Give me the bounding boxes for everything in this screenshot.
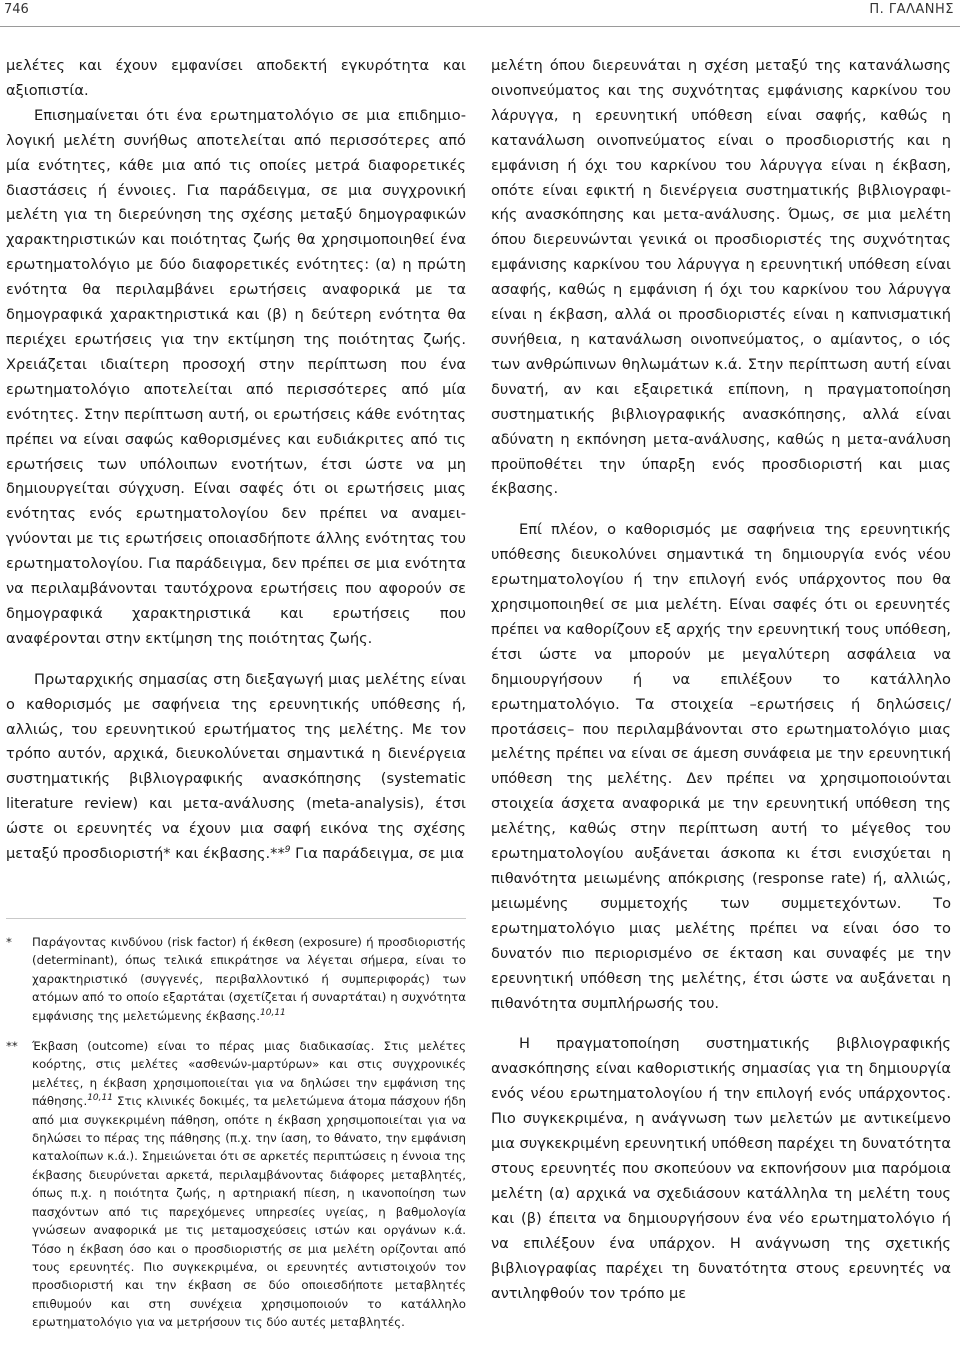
footnote-determinant	[6, 933, 466, 1025]
footnote-outcome	[6, 1037, 466, 1332]
right-paragraph-3: Η πραγματοποίηση συστηματικής βιβλιογραφικής ανασκόπησης είναι καθοριστικής σημασίας για τη δημιουργία ενός νέου ερωτηματολογίου ή την επιλογή ενός υπάρχοντος. Πιο συγκεκριμένα, η ανάγνωση των μελετών με αντικείμενο μια συγκεκριμένη ερευνητική υπόθεση παρέχει τη δυνατότητα στους ερευνητές που σκοπεύουν να εκπονήσουν μια παρόμοια μελέτη (α) αρχικά να σχεδιάσουν κατάλληλα τη μελέτη τους και (β) έπειτα να δημιουργήσουν ένα νέο ερωτηματολόγιο ή να επιλέξουν ένα υπάρχον. Η ανάγνωση της σχετικής βιβλιογραφίας παρέχει τη δυνατότητα στους ερευνητές να αντιληφθούν τον τρόπο με	[491, 1035, 951, 1302]
footnote-citation-ref: 10,11	[260, 1007, 286, 1018]
right-paragraph-1: μελέτη όπου διερευνάται η σχέση μεταξύ της κατανάλωσης οινοπνεύματος και της συχνότητας εμφάνισης καρκίνου του λάρυγγα, η ερευνητική υπόθεση είναι σαφής, καθώς η κατανάλωση οινοπνεύματος είναι ο προσδιοριστής και η εμφάνιση ή όχι του καρκίνου του λάρυγγα είναι η έκβαση, οπότε είναι εφικτή η διενέργεια συστηματικής βιβλιογραφικής ανασκόπησης και μετα-ανάλυσης. Όμως, σε μια μελέτη όπου διερευνώνται γενικά οι προσδιοριστές της συχνότητας εμφάνισης καρκίνου του λάρυγγα η ερευνητική υπόθεση είναι ασαφής, καθώς η εμφάνιση ή όχι του καρκίνου του λάρυγγα είναι η έκβαση, αλλά οι προσδιοριστές είναι η καπνισματική συνήθεια, η κατανάλωση οινοπνεύματος, ο αμίαντος, ο ιός των ανθρώπινων θηλωμάτων κ.ά. Στην περίπτωση αυτή είναι δυνατή, αν και εξαιρετικά επίπονη, η πραγματοποίηση συστηματικής βιβλιογραφικής ανασκόπησης, αλλά είναι αδύνατη η εκπόνηση μετα-ανάλυσης, καθώς η μετα-ανάλυση προϋποθέτει την ύπαρξη ενός προσδιοριστή και μιας έκβασης.	[491, 57, 951, 498]
footnote-rule	[6, 918, 466, 919]
footnote-text: Παράγοντας κινδύνου (risk factor) ή έκθεση (exposure) ή προσδιοριστής (determinant), όπως τελικά επικράτησε να λέγεται σήμερα, είναι το χαρακτηριστικό (συγγενές, περιβαλλοντικό ή συμπεριφοράς) των ατόμων από το οποίο εξαρτάται (σχετίζεται ή συναρτάται) η συχνότητα εμφάνισης της μελετώμενης έκβασης.	[32, 935, 466, 1023]
left-paragraph-1: μελέτες και έχουν εμφανίσει αποδεκτή εγκυρότητα και αξιοπιστία.	[6, 57, 466, 99]
right-column	[491, 54, 951, 1306]
header-rule	[0, 26, 960, 27]
running-head-author: Π. ΓΑΛΑΝΗΣ	[869, 2, 954, 17]
footnote-text: Έκβαση (outcome) είναι το πέρας μιας διαδικασίας. Στις μελέτες κοόρτης, στις μελέτες «ασθενών-μαρτύρων» και στις συγχρονικές μελέτες, η έκβαση χρησιμοποιείται για να δηλώσει την εμφάνιση της πάθησης.	[32, 1039, 466, 1109]
citation-ref: 9	[284, 845, 291, 856]
left-paragraph-3-tail: Για παράδειγμα, σε μια	[290, 845, 464, 863]
left-paragraph-3	[6, 668, 466, 867]
page-header	[0, 0, 960, 22]
footnote-marker: *	[6, 935, 12, 949]
page-number: 746	[4, 2, 29, 17]
left-paragraph-2: Επισημαίνεται ότι ένα ερωτηματολόγιο σε μια επιδημιολογική μελέτη συνήθως αποτελείται από περισσότερες από μία ενότητες, κάθε μια από τις οποίες μετρά διαφορετικές διαστάσεις ή έννοιες. Για παράδειγμα, σε μια συγχρονική μελέτη για τη διερεύνηση της σχέσης μεταξύ δημογραφικών χαρακτηριστικών και ποιότητας ζωής θα χρησιμοποιηθεί ένα ερωτηματολόγιο με δύο διαφορετικές ενότητες: (α) η πρώτη ενότητα θα περιλαμβάνει ερωτήσεις αναφορικά με τα δημογραφικά χαρακτηριστικά και (β) η δεύτερη ενότητα θα περιέχει ερωτήσεις για την εκτίμηση της ποιότητας ζωής. Χρειάζεται ιδιαίτερη προσοχή στην περίπτωση που ένα ερωτηματολόγιο αποτελείται από περισσότερες από μία ενότητες. Στην περίπτωση αυτή, οι ερωτήσεις κάθε ενότητας πρέπει να είναι σαφώς καθορισμένες και ευδιάκριτες από τις ερωτήσεις των υπόλοιπων ενοτήτων, έτσι ώστε να μη δημιουργείται σύγχυση. Είναι σαφές ότι οι ερωτήσεις μιας ενότητας ενός ερωτηματολογίου δεν πρέπει να αναμειγνύονται με τις ερωτήσεις οποιασδήποτε άλλης ενότητας του ερωτηματολογίου. Για παράδειγμα, δεν πρέπει σε μια ενότητα να περιλαμβάνονται ταυτόχρονα ερωτήσεις που αφορούν σε δημογραφικά χαρακτηριστικά και ερωτήσεις που αναφέρονται στην εκτίμηση της ποιότητας ζωής.	[6, 106, 466, 647]
footnote-citation-ref: 10,11	[87, 1093, 113, 1104]
footnote-marker: **	[6, 1039, 18, 1054]
footnotes	[6, 933, 466, 1332]
footnote-text-after-ref: Στις κλινικές δοκιμές, τα μελετώμενα άτομα πάσχουν ήδη από μια συγκεκριμένη πάθηση, οπότε η έκβαση χρησιμοποιείται για να δηλώσει το πέρας της πάθησης (π.χ. την ίαση, το θάνατο, την εμφάνιση καταλοίπων κ.ά.). Σημειώνεται ότι σε αρκετές περιπτώσεις η έννοια της έκβασης διευρύνεται αρκετά, περιλαμβάνοντας διάφορες μεταβλητές, όπως π.χ. η ποιότητα ζωής, η αρτηριακή πίεση, η ικανοποίηση των πασχόντων από τις παρεχόμενες υπηρεσίες υγείας, η βαθμολογία γνώσεων αναφορικά με τις μεταμοσχεύσεις ιστών και οργάνων κ.ά. Τόσο η έκβαση όσο και ο προσδιοριστής σε μια μελέτη ορίζονται από τους ερευνητές. Πιο συγκεκριμένα, οι ερευνητές αντιστοιχούν τον προσδιοριστή και την έκβαση σε δύο οποιεσδήποτε μεταβλητές επιθυμούν και στη συνέχεια χρησιμοποιούν το κατάλληλο ερωτηματολόγιο για να μετρήσουν τις δύο αυτές μεταβλητές.	[32, 1094, 466, 1330]
right-paragraph-2: Επί πλέον, ο καθορισμός με σαφήνεια της ερευνητικής υπόθεσης διευκολύνει σημαντικά τη δημιουργία ενός νέου ερωτηματολογίου ή την επιλογή ενός υπάρχοντος που θα χρησιμοποιηθεί σε μια μελέτη. Είναι σαφές ότι οι ερευνητές πρέπει να καθορίζουν εξ αρχής την ερευνητική τους υπόθεση, έτσι ώστε να μπορούν με μεγαλύτερη ασφάλεια να δημιουργήσουν ή να επιλέξουν το κατάλληλο ερωτηματολόγιο. Τα στοιχεία –ερωτήσεις ή δηλώσεις/ προτάσεις– που περιλαμβάνονται στο ερωτηματολόγιο μιας μελέτης πρέπει να είναι σε άμεση συνάφεια με την ερευνητική υπόθεση της μελέτης. Δεν πρέπει να χρησιμοποιούνται στοιχεία άσχετα αναφορικά με την ερευνητική υπόθεση της μελέτης, καθώς στην περίπτωση αυτή το μέγεθος του ερωτηματολογίου αυξάνεται άσκοπα κι έτσι ενισχύεται η πιθανότητα μειωμένης απόκρισης (response rate) ή, αλλιώς, μειωμένης συμμετοχής των συμμετεχόντων. Το ερωτηματολόγιο μιας μελέτης πρέπει να είναι όσο το δυνατόν πιο περιορισμένο σε έκταση και συναφές με την ερευνητική υπόθεση της μελέτης, έτσι ώστε να αυξάνεται η πιθανότητα συμπλήρωσής του.	[491, 521, 951, 1012]
left-paragraph-3-text: Πρωταρχικής σημασίας στη διεξαγωγή μιας μελέτης είναι ο καθορισμός με σαφήνεια της ερευνητικής υπόθεσης ή, αλλιώς, του ερευνητικού ερωτήματος της μελέτης. Με τον τρόπο αυτόν, αρχικά, διευκολύνεται σημαντικά η διενέργεια συστηματικής βιβλιογραφικής ανασκόπησης (systematic literature review) και μετα-ανάλυσης (meta-analysis), έτσι ώστε οι ερευνητές να έχουν μια σαφή εικόνα της σχέσης μεταξύ προσδιοριστή* και έκβασης.**	[6, 670, 466, 863]
left-column	[6, 54, 466, 867]
